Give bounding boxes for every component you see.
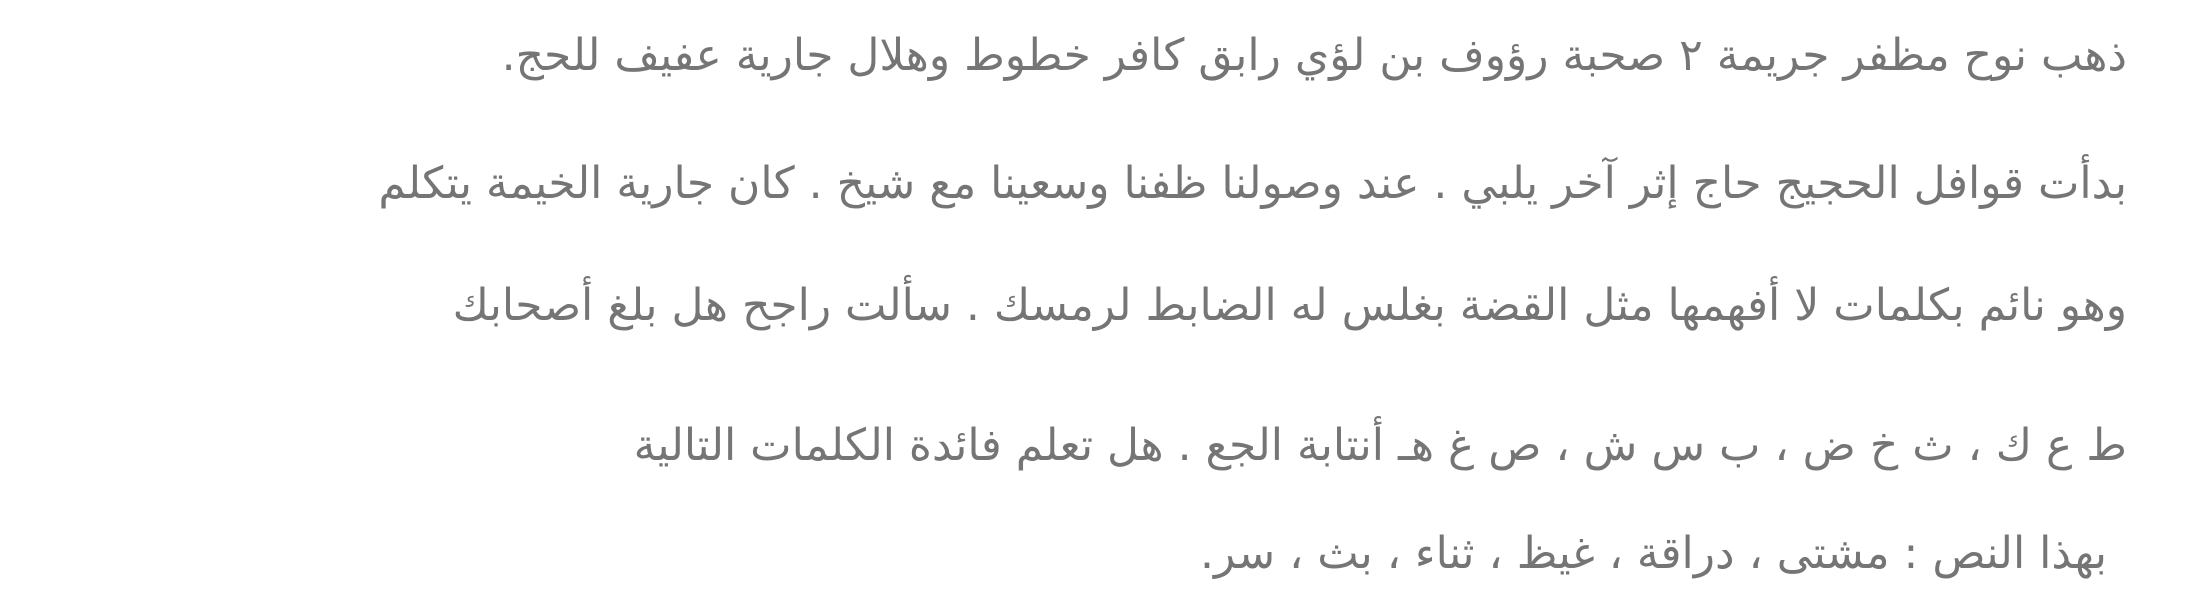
text-line-1: ذهب نوح مظفر جريمة ٢ صحبة رؤوف بن لؤي رابق كافر خطوط وهلال جارية عفيف للحج. — [501, 30, 2127, 81]
text-line-2: بدأت قوافل الحجيج حاج إثر آخر يلبي . عند وصولنا ظفنا وسعينا مع شيخ . كان جارية الخيمة يتكلم — [378, 158, 2127, 209]
text-line-3: وهو نائم بكلمات لا أفهمها مثل القضة بغلس له الضابط لرمسك . سألت راجح هل بلغ أصحابك — [452, 280, 2127, 331]
text-line-4: ط ع ك ، ث خ ض ، ب س ش ، ص غ هـ أنتابة الجع . هل تعلم فائدة الكلمات التالية — [633, 420, 2127, 471]
text-line-5: بهذا النص : مشتى ، دراقة ، غيظ ، ثناء ، بث ، سر. — [1199, 528, 2107, 579]
